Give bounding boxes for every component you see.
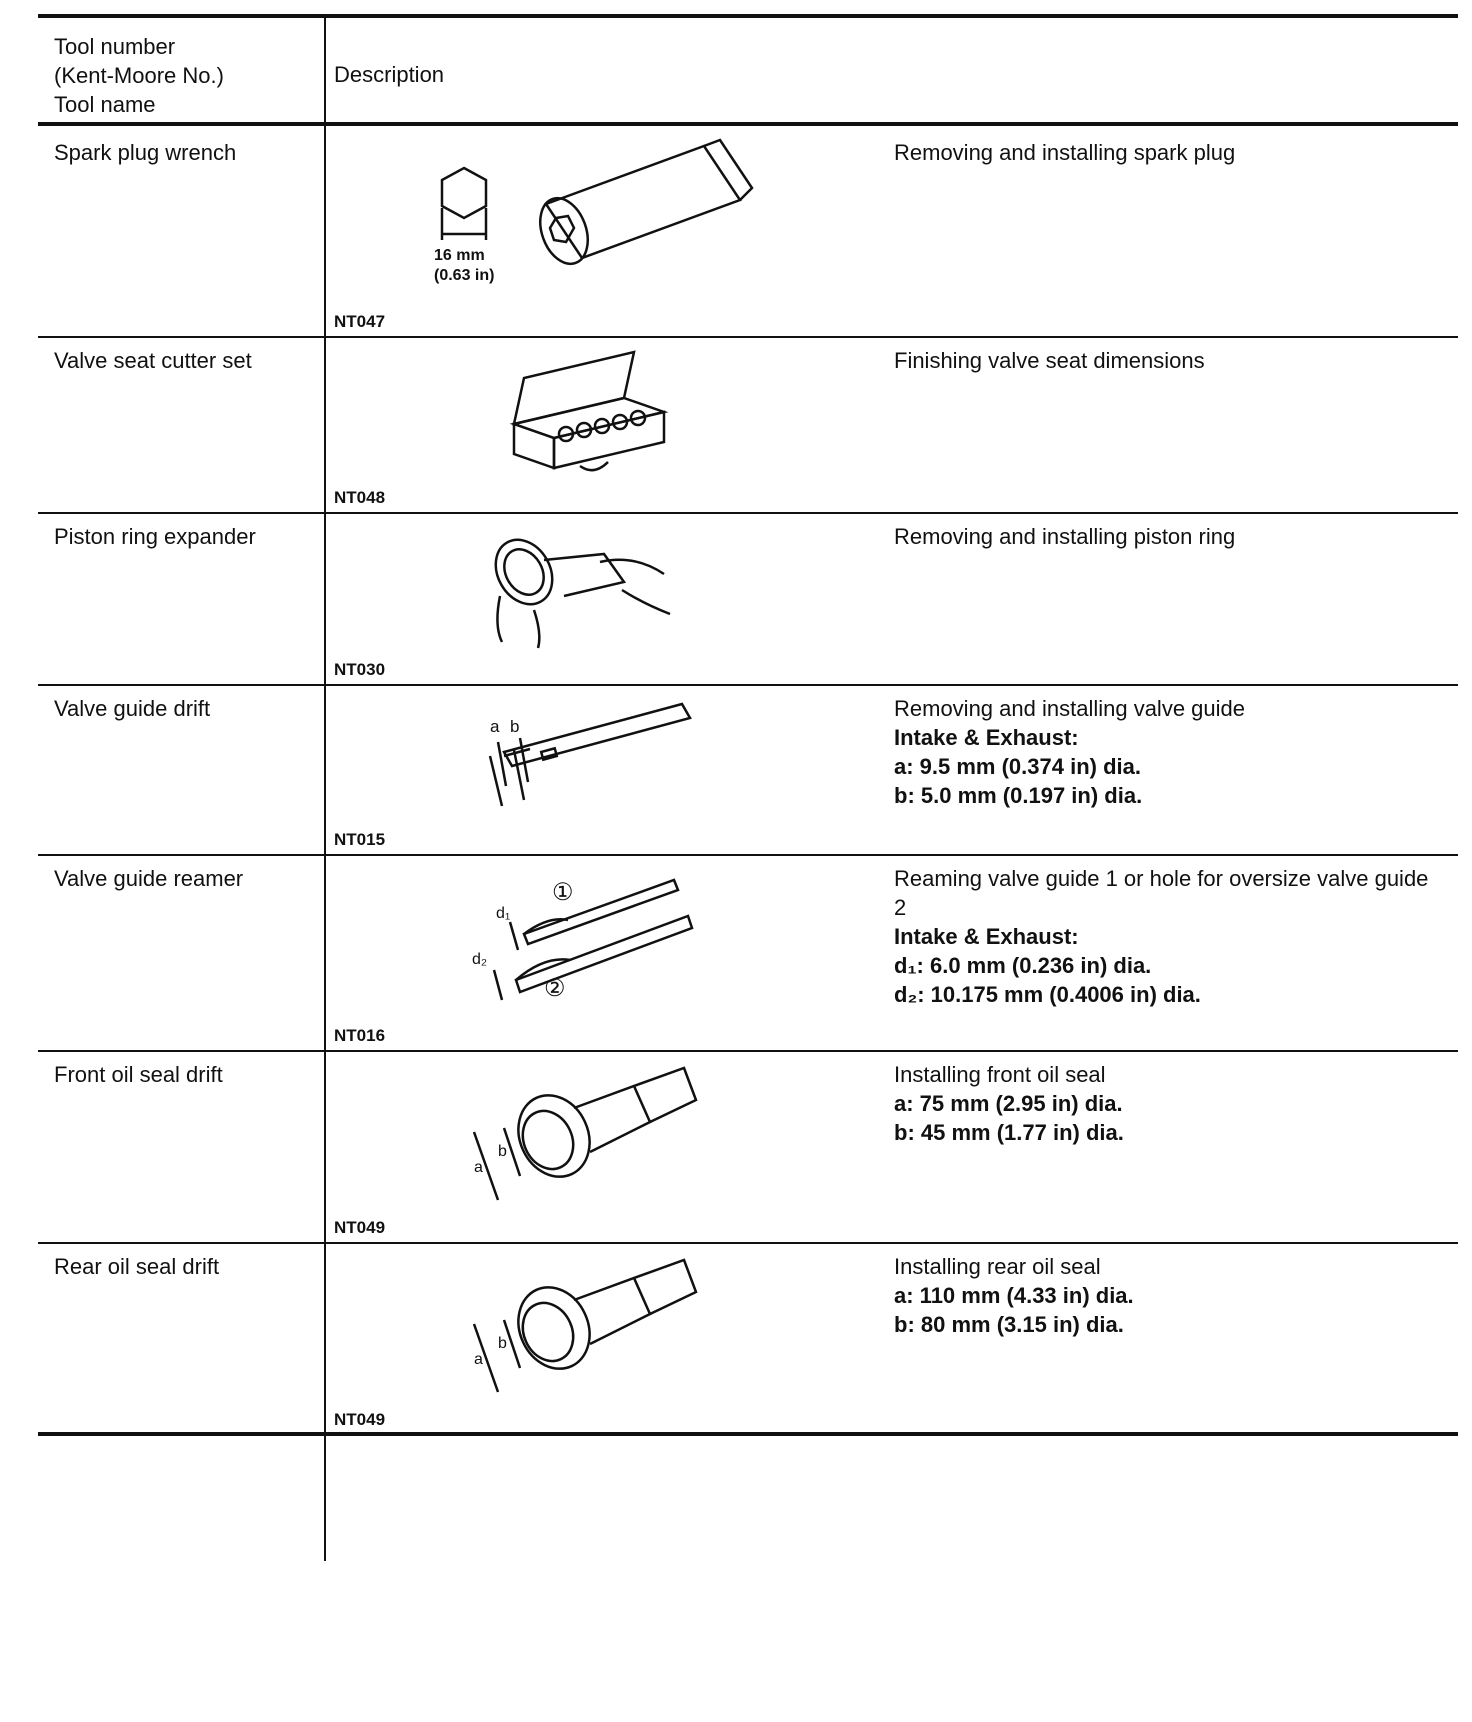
valve-guide-reamer-figure [334,856,874,1052]
header-rule [38,122,1458,126]
desc-line: a: 75 mm (2.95 in) dia. [894,1091,1123,1116]
desc-line: Installing front oil seal [894,1062,1106,1087]
figure-code: NT049 [334,1410,386,1429]
desc-line: a: 110 mm (4.33 in) dia. [894,1283,1134,1308]
desc-line: Reaming valve guide 1 or hole for oversize valve guide 2 [894,866,1429,920]
rear-oil-seal-drift-figure [334,1244,874,1436]
figure-label: 16 mm [434,247,485,264]
spark-plug-wrench-figure [334,130,874,338]
figure-code: NT049 [334,1218,386,1237]
figure-label: b [510,717,520,736]
figure-label: a [474,1351,483,1368]
table-header [38,18,1458,126]
desc-line: b: 5.0 mm (0.197 in) dia. [894,783,1143,808]
figure-code: NT030 [334,660,386,679]
table-row [38,856,1458,1052]
desc-line: Intake & Exhaust: [894,725,1079,750]
desc-line: d₂: 10.175 mm (0.4006 in) dia. [894,982,1201,1007]
desc-line: Intake & Exhaust: [894,924,1079,949]
tool-description [894,138,1434,167]
desc-line: Removing and installing valve guide [894,696,1245,721]
header-description: Description [334,62,445,87]
front-oil-seal-drift-figure [334,1052,874,1244]
desc-line: Installing rear oil seal [894,1254,1101,1279]
figure-code: NT015 [334,830,386,849]
desc-line: b: 80 mm (3.15 in) dia. [894,1312,1124,1337]
desc-line: a: 9.5 mm (0.374 in) dia. [894,754,1141,779]
figure-code: NT048 [334,488,386,507]
tool-description [894,1060,1434,1147]
figure-label: a [474,1159,483,1176]
figure-label: d₁ [496,905,511,922]
tool-name: Rear oil seal drift [54,1254,220,1279]
tool-name: Valve guide drift [54,696,211,721]
desc-line: Removing and installing piston ring [894,524,1236,549]
tool-description [894,1252,1434,1339]
tool-name: Valve guide reamer [54,866,244,891]
valve-guide-drift-figure [334,686,874,856]
tool-name: Piston ring expander [54,524,256,549]
header-line-tool-number: Tool number [54,34,176,59]
table-row [38,130,1458,338]
header-tool-name [54,32,224,119]
piston-ring-expander-figure [334,514,874,686]
figure-code: NT016 [334,1026,386,1045]
table-row [38,1052,1458,1244]
figure-label: b [498,1143,507,1160]
tool-description [894,522,1434,551]
figure-label: (0.63 in) [434,267,495,284]
tool-description [894,864,1434,1009]
figure-label: d₂ [472,951,488,968]
tool-description [894,694,1434,810]
table-bottom-rule [38,1432,1458,1436]
table-row [38,1244,1458,1436]
figure-label: ② [544,975,566,1002]
desc-line: Removing and installing spark plug [894,140,1236,165]
figure-label: b [498,1335,507,1352]
table-row [38,338,1458,514]
desc-line: d₁: 6.0 mm (0.236 in) dia. [894,953,1152,978]
table-row [38,514,1458,686]
figure-code: NT047 [334,312,386,331]
table-row [38,686,1458,856]
header-line-kent-moore: (Kent-Moore No.) [54,63,224,88]
header-line-tool-name: Tool name [54,92,156,117]
tool-name: Valve seat cutter set [54,348,252,373]
desc-line: b: 45 mm (1.77 in) dia. [894,1120,1124,1145]
desc-line: Finishing valve seat dimensions [894,348,1205,373]
figure-label: ① [552,879,574,906]
valve-seat-cutter-set-figure [334,338,874,514]
figure-label: a [490,717,500,736]
tool-name: Spark plug wrench [54,140,237,165]
tool-name: Front oil seal drift [54,1062,223,1087]
tool-description [894,346,1434,375]
